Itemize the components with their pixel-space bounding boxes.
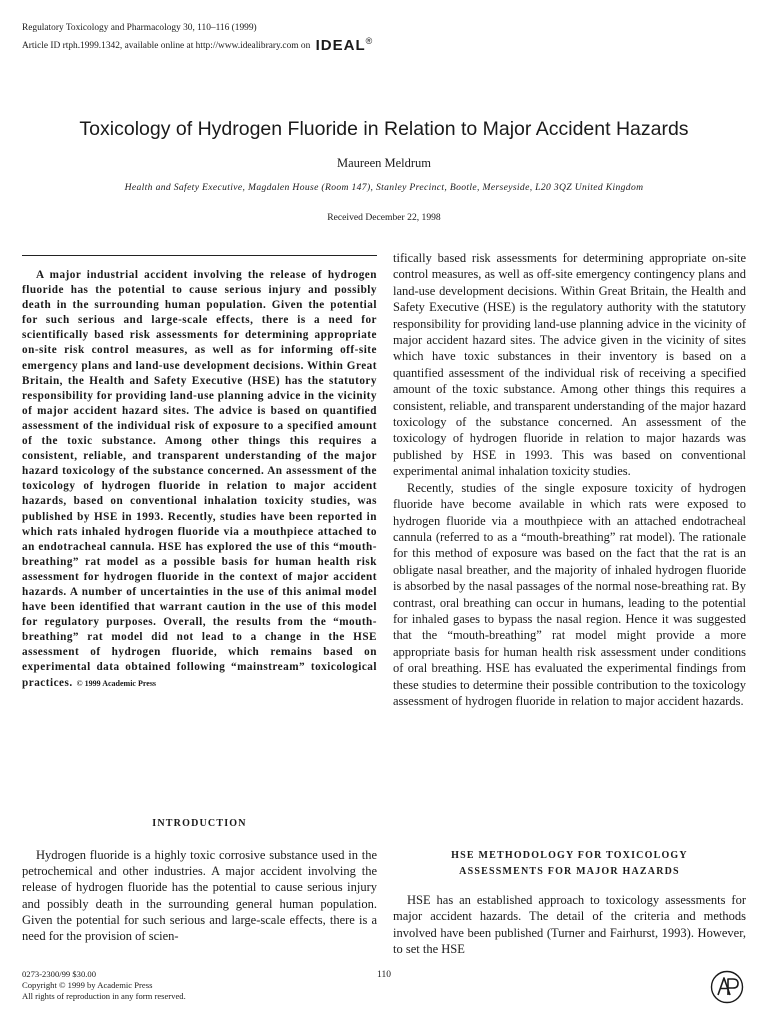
footer-rights: All rights of reproduction in any form reserved. <box>22 991 186 1001</box>
abstract-rule <box>22 255 377 256</box>
abstract-text: A major industrial accident involving the release of hydrogen fluoride has the potential to cause serious injury and possibly death in the surrounding human population. Given the potential for such serious and large-scale effects, there is a need for scientifically based risk assessments for determining appropriate on-site risk control measures, as well as for informing off-site emergency plans and land-use development decisions. Within Great Britain, the Health and Safety Executive (HSE) has the statutory responsibility for providing land-use planning advice in the vicinity of major accident hazard sites. The advice is based on quantified assessment of the individual risk of exposure to a specified amount of the toxic substance. Among other things this requires a consistent, reliable, and transparent understanding of the major hazard toxicology of the substance concerned. An assessment of the toxicology of hydrogen fluoride in relation to major accident hazards, based on conventional inhalation toxicity studies, was published by HSE in 1993. Recently, studies have been reported in which rats inhaled hydrogen fluoride via a mouthpiece attached to an endotracheal cannula. HSE has explored the use of this “mouth-breathing” rat model as a possible basis for human health risk assessment for hydrogen fluoride in the context of major accident hazards. A number of uncertainties in the use of this animal model have been identified that warrant caution in the use of this model for regulatory purposes. Overall, the results from the “mouth-breathing” rat model did not lead to a change in the HSE assessment of hydrogen fluoride, which remains based on experimental data obtained following “mainstream” toxicological practices. <box>22 269 377 689</box>
article-id-line <box>22 35 373 53</box>
journal-citation: Regulatory Toxicology and Pharmacology 30, 110–116 (1999) <box>22 23 257 33</box>
ideal-logo: IDEAL® <box>315 36 374 54</box>
abstract <box>22 268 377 691</box>
hse-methodology-paragraph: HSE has an established approach to toxicology assessments for major accident hazards. The detail of the criteria and methods involved have been published (Turner and Fairhurst, 1993). However, to set the HSE <box>393 893 746 957</box>
footer-copyright: Copyright © 1999 by Academic Press <box>22 980 153 990</box>
introduction-heading: INTRODUCTION <box>152 818 247 829</box>
author-affiliation: Health and Safety Executive, Magdalen House (Room 147), Stanley Precinct, Bootle, Merseyside, L20 3QZ United Kingdom <box>124 182 644 193</box>
page-number: 110 <box>377 970 391 980</box>
received-date: Received December 22, 1998 <box>327 212 441 223</box>
paper-title: Toxicology of Hydrogen Fluoride in Relation to Major Accident Hazards <box>79 118 689 140</box>
academic-press-logo-icon <box>710 970 744 1004</box>
right-column-paragraph-1: tifically based risk assessments for determining appropriate on-site control measures, as well as off-site emergency contingency plans and land-use development decisions. Within Great Britain, the Health and Safety Executive (HSE) is the regulatory authority with the statutory responsibility for providing land-use planning advice in the vicinity of major accident hazard sites. The advice given in the vicinity of sites which have toxic substances in their inventory is based on a quantified assessment of the individual risk of receiving a specified amount of the toxic substance. Among other things this requires a consistent, reliable, and transparent understanding of the major hazard toxicology of the substance concerned. An assessment of the toxicology of hydrogen fluoride in relation to major hazards was published by HSE in 1993. This was based on conventional experimental animal inhalation toxicity studies. <box>393 251 746 479</box>
introduction-paragraph: Hydrogen fluoride is a highly toxic corrosive substance used in the petrochemical and other industries. A major accident involving the release of hydrogen fluoride has the potential to cause serious injury and possibly death in the surrounding general human population. Given the potential for such serious and large-scale effects, there is a need for the provision of scien- <box>22 848 377 944</box>
journal-header <box>22 22 373 53</box>
article-id-text: Article ID rtph.1999.1342, available online at http://www.idealibrary.com on <box>22 41 311 51</box>
right-column-paragraph-2: Recently, studies of the single exposure toxicity of hydrogen fluoride have become available in which rats were exposed to hydrogen fluoride via a mouthpiece with an attached endotracheal cannula (referred to as a “mouth-breathing” rat model). The rationale for this method of exposure was based on the fact that the rat is an obligate nasal breather, and the majority of inhaled hydrogen fluoride is absorbed by the nasal passages of the normal nose-breathing rat. By contrast, oral breathing can occur in humans, leading to the potential for inhaled gases to bypass the nasal region. Hence it was suggested that the “mouth-breathing” rat model might provide a more appropriate basis for human health risk assessment under conditions of oral breathing. HSE has evaluated the experimental findings from these studies to determine their possible contribution to the toxicology assessment of hydrogen fluoride in relation to major accident hazards. <box>393 480 746 708</box>
author-name: Maureen Meldrum <box>336 156 432 170</box>
right-column <box>393 250 746 709</box>
footer-issn: 0273-2300/99 $30.00 <box>22 969 96 979</box>
footer-copyright-block <box>22 969 186 1002</box>
hse-methodology-heading: HSE METHODOLOGY FOR TOXICOLOGY ASSESSMENTS FOR MAJOR HAZARDS <box>451 850 688 877</box>
abstract-copyright: © 1999 Academic Press <box>76 678 157 688</box>
